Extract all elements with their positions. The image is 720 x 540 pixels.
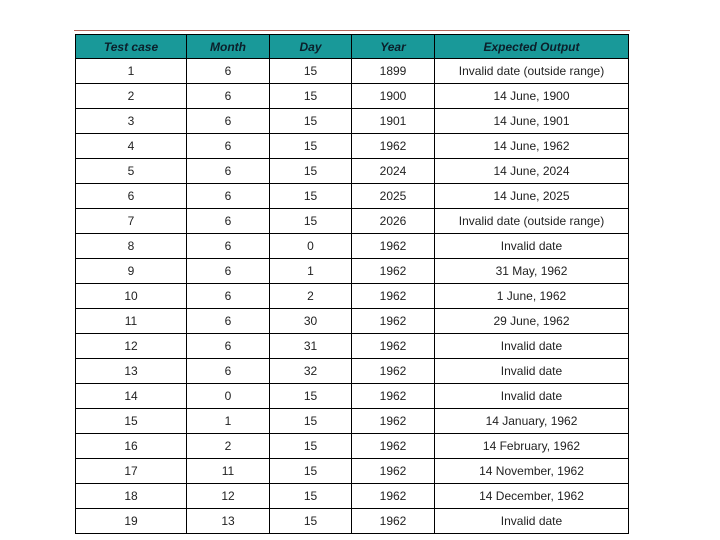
- test-case-cell: 2: [76, 84, 187, 109]
- day-cell: 15: [270, 209, 352, 234]
- month-cell: 6: [187, 334, 270, 359]
- table-row: [76, 384, 629, 409]
- test-case-cell: 16: [76, 434, 187, 459]
- expected-output-cell: 14 June, 2024: [435, 159, 629, 184]
- month-cell: 6: [187, 359, 270, 384]
- table-row: [76, 334, 629, 359]
- day-cell: 15: [270, 434, 352, 459]
- day-cell: 31: [270, 334, 352, 359]
- test-case-cell: 18: [76, 484, 187, 509]
- year-cell: 1962: [352, 409, 435, 434]
- month-cell: 11: [187, 459, 270, 484]
- day-cell: 2: [270, 284, 352, 309]
- year-cell: 1962: [352, 359, 435, 384]
- day-cell: 15: [270, 159, 352, 184]
- month-cell: 6: [187, 109, 270, 134]
- test-case-cell: 5: [76, 159, 187, 184]
- table-row: [76, 409, 629, 434]
- test-case-cell: 12: [76, 334, 187, 359]
- test-case-cell: 13: [76, 359, 187, 384]
- day-cell: 32: [270, 359, 352, 384]
- year-cell: 1962: [352, 334, 435, 359]
- day-cell: 15: [270, 84, 352, 109]
- test-case-cell: 8: [76, 234, 187, 259]
- expected-output-cell: Invalid date: [435, 334, 629, 359]
- header-day: Day: [270, 35, 352, 59]
- table-row: [76, 234, 629, 259]
- day-cell: 30: [270, 309, 352, 334]
- day-cell: 15: [270, 509, 352, 534]
- expected-output-cell: Invalid date: [435, 384, 629, 409]
- expected-output-cell: Invalid date: [435, 234, 629, 259]
- expected-output-cell: 14 June, 1901: [435, 109, 629, 134]
- expected-output-cell: Invalid date: [435, 359, 629, 384]
- month-cell: 6: [187, 309, 270, 334]
- test-case-cell: 11: [76, 309, 187, 334]
- test-case-cell: 4: [76, 134, 187, 159]
- header-month: Month: [187, 35, 270, 59]
- header-row: [76, 35, 629, 59]
- table-row: [76, 284, 629, 309]
- year-cell: 1962: [352, 134, 435, 159]
- month-cell: 6: [187, 234, 270, 259]
- month-cell: 12: [187, 484, 270, 509]
- test-case-cell: 3: [76, 109, 187, 134]
- year-cell: 1962: [352, 434, 435, 459]
- day-cell: 15: [270, 59, 352, 84]
- table-row: [76, 309, 629, 334]
- day-cell: 0: [270, 234, 352, 259]
- month-cell: 6: [187, 84, 270, 109]
- day-cell: 15: [270, 184, 352, 209]
- year-cell: 1962: [352, 259, 435, 284]
- test-case-cell: 1: [76, 59, 187, 84]
- header-expected-output: Expected Output: [435, 35, 629, 59]
- year-cell: 2025: [352, 184, 435, 209]
- year-cell: 1962: [352, 509, 435, 534]
- month-cell: 0: [187, 384, 270, 409]
- expected-output-cell: 14 June, 2025: [435, 184, 629, 209]
- month-cell: 6: [187, 284, 270, 309]
- month-cell: 6: [187, 134, 270, 159]
- year-cell: 1962: [352, 309, 435, 334]
- expected-output-cell: Invalid date: [435, 509, 629, 534]
- table-row: [76, 359, 629, 384]
- header-test-case: Test case: [76, 35, 187, 59]
- month-cell: 6: [187, 59, 270, 84]
- expected-output-cell: 14 February, 1962: [435, 434, 629, 459]
- expected-output-cell: 14 November, 1962: [435, 459, 629, 484]
- expected-output-cell: 14 January, 1962: [435, 409, 629, 434]
- expected-output-cell: Invalid date (outside range): [435, 209, 629, 234]
- test-case-cell: 14: [76, 384, 187, 409]
- test-case-cell: 7: [76, 209, 187, 234]
- table-row: [76, 209, 629, 234]
- year-cell: 2026: [352, 209, 435, 234]
- month-cell: 2: [187, 434, 270, 459]
- expected-output-cell: 29 June, 1962: [435, 309, 629, 334]
- year-cell: 1962: [352, 384, 435, 409]
- year-cell: 2024: [352, 159, 435, 184]
- table-row: [76, 134, 629, 159]
- table-row: [76, 59, 629, 84]
- year-cell: 1899: [352, 59, 435, 84]
- year-cell: 1962: [352, 484, 435, 509]
- day-cell: 1: [270, 259, 352, 284]
- table-body: [76, 59, 629, 534]
- top-rule: [74, 30, 630, 31]
- year-cell: 1962: [352, 459, 435, 484]
- expected-output-cell: 1 June, 1962: [435, 284, 629, 309]
- day-cell: 15: [270, 484, 352, 509]
- table-row: [76, 84, 629, 109]
- month-cell: 6: [187, 159, 270, 184]
- test-case-cell: 17: [76, 459, 187, 484]
- table-row: [76, 184, 629, 209]
- month-cell: 6: [187, 184, 270, 209]
- year-cell: 1901: [352, 109, 435, 134]
- day-cell: 15: [270, 109, 352, 134]
- table-row: [76, 259, 629, 284]
- expected-output-cell: 31 May, 1962: [435, 259, 629, 284]
- test-case-cell: 15: [76, 409, 187, 434]
- test-case-cell: 9: [76, 259, 187, 284]
- expected-output-cell: 14 December, 1962: [435, 484, 629, 509]
- year-cell: 1962: [352, 284, 435, 309]
- year-cell: 1900: [352, 84, 435, 109]
- table-row: [76, 109, 629, 134]
- table-row: [76, 434, 629, 459]
- month-cell: 6: [187, 209, 270, 234]
- day-cell: 15: [270, 134, 352, 159]
- month-cell: 13: [187, 509, 270, 534]
- test-case-cell: 10: [76, 284, 187, 309]
- expected-output-cell: Invalid date (outside range): [435, 59, 629, 84]
- day-cell: 15: [270, 459, 352, 484]
- table-row: [76, 159, 629, 184]
- day-cell: 15: [270, 384, 352, 409]
- test-case-table: [75, 34, 629, 534]
- expected-output-cell: 14 June, 1962: [435, 134, 629, 159]
- table-row: [76, 484, 629, 509]
- table-row: [76, 459, 629, 484]
- test-case-cell: 6: [76, 184, 187, 209]
- table-row: [76, 509, 629, 534]
- month-cell: 1: [187, 409, 270, 434]
- month-cell: 6: [187, 259, 270, 284]
- year-cell: 1962: [352, 234, 435, 259]
- header-year: Year: [352, 35, 435, 59]
- expected-output-cell: 14 June, 1900: [435, 84, 629, 109]
- test-case-cell: 19: [76, 509, 187, 534]
- day-cell: 15: [270, 409, 352, 434]
